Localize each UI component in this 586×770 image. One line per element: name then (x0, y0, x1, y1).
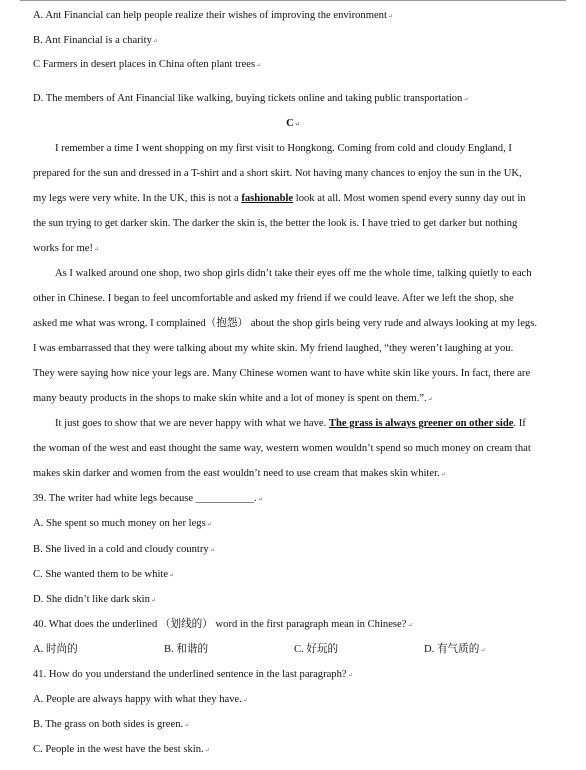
passage-text: my legs were very white. In the UK, this is not a (33, 193, 242, 204)
question-40-option-d (424, 643, 485, 658)
option-text: A. She spent so much money on her legs (33, 518, 206, 529)
paragraph-mark: ↵ (347, 673, 353, 679)
paragraph-mark: ↵ (152, 39, 158, 45)
option-text: B. She lived in a cold and cloudy country (33, 544, 209, 555)
passage-text: works for me! (33, 243, 94, 254)
passage-p2-line5: They were saying how nice your legs are. Many Chinese women want to have white skin like yours. In fact, there are (33, 368, 531, 379)
prev-option-d-text: D. The members of Ant Financial like walking, buying tickets online and taking public transportation (33, 93, 463, 104)
paragraph-mark: ↵ (294, 122, 300, 128)
paragraph-mark: ↵ (169, 573, 175, 579)
paragraph-mark: ↵ (242, 698, 248, 704)
option-text: D. 有气质的 (424, 644, 480, 655)
question-39-option-d (33, 593, 156, 608)
prev-option-c-text: C Farmers in desert places in China often plant trees (33, 59, 256, 70)
passage-text: makes skin darker and women from the east wouldn’t need to use cream that makes skin whiter. (33, 468, 440, 479)
passage-text: It just goes to show that we are never happy with what we have. (55, 418, 329, 429)
passage-p1-line5 (33, 242, 99, 257)
question-40-option-b: B. 和谐的 (164, 644, 209, 655)
question-40-stem (33, 618, 412, 633)
passage-text: many beauty products in the shops to make skin white and a lot of money is spent on them.”. (33, 393, 427, 404)
passage-p2-line4: I was embarrassed that they were talking about my white skin. My friend laughed, “they weren’t laughing at you. (33, 343, 514, 354)
question-text: 40. What does the underlined （划线的） word in the first paragraph mean in Chinese? (33, 619, 407, 630)
passage-p1-line2: prepared for the sun and dressed in a T-shirt and a short skirt. Not having many chances to enjoy the sun in the UK, (33, 168, 522, 179)
option-text: C. People in the west have the best skin. (33, 744, 204, 755)
question-text: 39. The writer had white legs because ___________. (33, 493, 257, 504)
paragraph-mark: ↵ (407, 623, 413, 629)
question-40-option-a: A. 时尚的 (33, 644, 78, 655)
paragraph-mark: ↵ (463, 97, 469, 103)
option-text: B. The grass on both sides is green. (33, 719, 184, 730)
question-41-option-c (33, 743, 210, 758)
passage-p1-line3 (33, 192, 526, 205)
paragraph-mark: ↵ (440, 472, 446, 478)
paragraph-mark: ↵ (184, 723, 190, 729)
question-40-option-c: C. 好玩的 (294, 644, 339, 655)
passage-p1-line1: I remember a time I went shopping on my first visit to Hongkong. Coming from cold and cloudy England, I (55, 143, 512, 154)
question-39-option-a (33, 517, 212, 532)
paragraph-mark: ↵ (204, 748, 210, 754)
paragraph-mark: ↵ (209, 548, 215, 554)
paragraph-mark: ↵ (427, 397, 433, 403)
question-41-option-a (33, 693, 248, 708)
paragraph-mark: ↵ (94, 247, 100, 253)
paragraph-mark: ↵ (257, 497, 263, 503)
page-top-rule (20, 0, 566, 1)
paragraph-mark: ↵ (387, 14, 393, 20)
section-title-text: C (286, 118, 294, 129)
passage-text: look at all. Most women spend every sunny day out in (293, 193, 526, 204)
passage-p1-line4: the sun trying to get darker skin. The darker the skin is, the better the look is. I have tried to get darker but nothing (33, 218, 518, 229)
passage-p3-line2: the woman of the west and east thought the same way, western women wouldn’t spend so much money on cream that (33, 443, 531, 454)
paragraph-mark: ↵ (206, 522, 212, 528)
underlined-sentence: The grass is always greener on other side (328, 418, 514, 429)
question-39-stem (33, 492, 263, 507)
passage-p2-line6 (33, 392, 433, 407)
option-text: C. She wanted them to be white (33, 569, 169, 580)
question-text: 41. How do you understand the underlined sentence in the last paragraph? (33, 669, 347, 680)
option-text: D. She didn’t like dark skin (33, 594, 150, 605)
passage-p2-line1: As I walked around one shop, two shop girls didn’t take their eyes off me the whole time, talking quietly to each (55, 268, 532, 279)
section-title (0, 117, 586, 132)
prev-option-d (33, 92, 468, 107)
paragraph-mark: ↵ (150, 598, 156, 604)
prev-option-a-text: A. Ant Financial can help people realize their wishes of improving the environment (33, 10, 387, 21)
question-41-stem (33, 668, 353, 683)
passage-text: . If (513, 418, 526, 429)
underlined-word: fashionable (241, 193, 294, 204)
prev-option-b-text: B. Ant Financial is a charity (33, 35, 152, 46)
passage-p3-line1 (55, 417, 526, 430)
prev-option-c (33, 58, 261, 73)
passage-p2-line3: asked me what was wrong. I complained（抱怨） about the shop girls being very rude and always looking at my legs. (33, 318, 537, 329)
passage-p2-line2: other in Chinese. I began to feel uncomfortable and asked my friend if we could leave. After we left the shop, she (33, 293, 514, 304)
prev-option-a (33, 9, 393, 24)
passage-p3-line3 (33, 467, 446, 482)
paragraph-mark: ↵ (256, 63, 262, 69)
question-39-option-c (33, 568, 174, 583)
option-text: A. People are always happy with what they have. (33, 694, 242, 705)
question-39-option-b (33, 543, 215, 558)
question-41-option-b (33, 718, 189, 733)
paragraph-mark: ↵ (480, 648, 486, 654)
prev-option-b (33, 34, 158, 49)
